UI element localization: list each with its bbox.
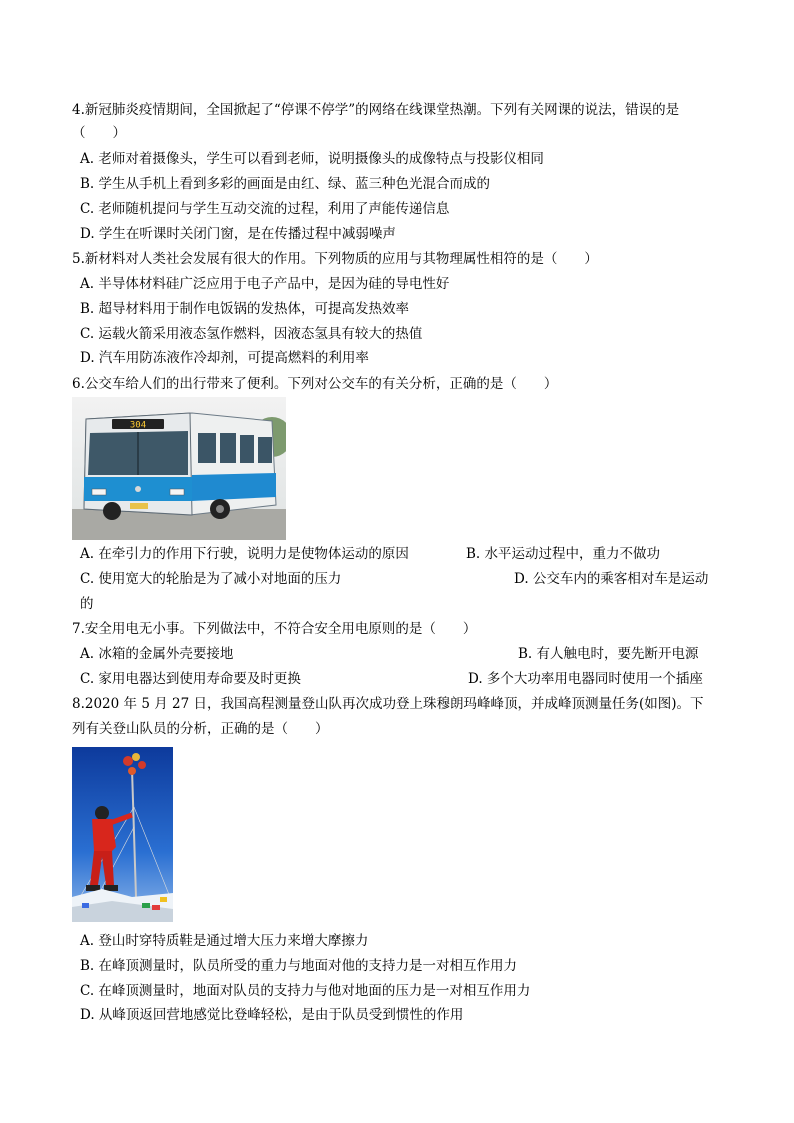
q6-option-d-continued: 的 [80,596,94,612]
q5-option-b: B. 超导材料用于制作电饭锅的发热体，可提高发热效率 [80,301,410,317]
q7-option-b: B. 有人触电时，要先断开电源 [518,646,699,662]
q4-stem-line2: （ ） [72,125,126,141]
q6-option-b: B. 水平运动过程中，重力不做功 [466,546,661,562]
q8-option-c: C. 在峰顶测量时，地面对队员的支持力与他对地面的压力是一对相互作用力 [80,983,531,999]
q4-option-a: A. 老师对着摄像头，学生可以看到老师，说明摄像头的成像特点与投影仪相同 [80,151,544,167]
q6-option-a: A. 在牵引力的作用下行驶，说明力是使物体运动的原因 [80,546,409,562]
q5-stem: 5.新材料对人类社会发展有很大的作用。下列物质的应用与其物理属性相符的是（ ） [72,251,598,267]
q4-stem-line1: 4.新冠肺炎疫情期间，全国掀起了“停课不停学”的网络在线课堂热潮。下列有关网课的说法，错误的是 [72,102,680,118]
q7-option-a: A. 冰箱的金属外壳要接地 [80,646,234,662]
q7-option-d: D. 多个大功率用电器同时使用一个插座 [468,671,703,687]
q6-option-c: C. 使用宽大的轮胎是为了减小对地面的压力 [80,571,342,587]
bus-photo [72,397,286,540]
q4-option-d: D. 学生在听课时关闭门窗，是在传播过程中减弱噪声 [80,226,396,242]
q8-option-b: B. 在峰顶测量时，队员所受的重力与地面对他的支持力是一对相互作用力 [80,958,518,974]
q5-option-c: C. 运载火箭采用液态氢作燃料，因液态氢具有较大的热值 [80,326,423,342]
mountain-climber-photo [72,747,173,922]
q8-option-d: D. 从峰顶返回营地感觉比登峰轻松，是由于队员受到惯性的作用 [80,1007,464,1023]
bus-route-number: 304 [129,420,147,431]
q7-option-c: C. 家用电器达到使用寿命要及时更换 [80,671,301,687]
q4-option-c: C. 老师随机提问与学生互动交流的过程，利用了声能传递信息 [80,201,450,217]
q6-option-d: D. 公交车内的乘客相对车是运动 [514,571,709,587]
q8-option-a: A. 登山时穿特质鞋是通过增大压力来增大摩擦力 [80,933,369,949]
q5-option-a: A. 半导体材料硅广泛应用于电子产品中，是因为硅的导电性好 [80,276,450,292]
q4-option-b: B. 学生从手机上看到多彩的画面是由红、绿、蓝三种色光混合而成的 [80,176,491,192]
q8-stem-line1: 8.2020 年 5 月 27 日，我国高程测量登山队再次成功登上珠穆朗玛峰峰顶，并成峰顶测量任务(如图)。下 [72,696,704,712]
q5-option-d: D. 汽车用防冻液作冷却剂，可提高燃料的利用率 [80,350,369,366]
q6-stem: 6.公交车给人们的出行带来了便利。下列对公交车的有关分析，正确的是（ ） [72,376,558,392]
q8-stem-line2: 列有关登山队员的分析，正确的是（ ） [72,721,329,737]
q7-stem: 7.安全用电无小事。下列做法中，不符合安全用电原则的是（ ） [72,621,477,637]
